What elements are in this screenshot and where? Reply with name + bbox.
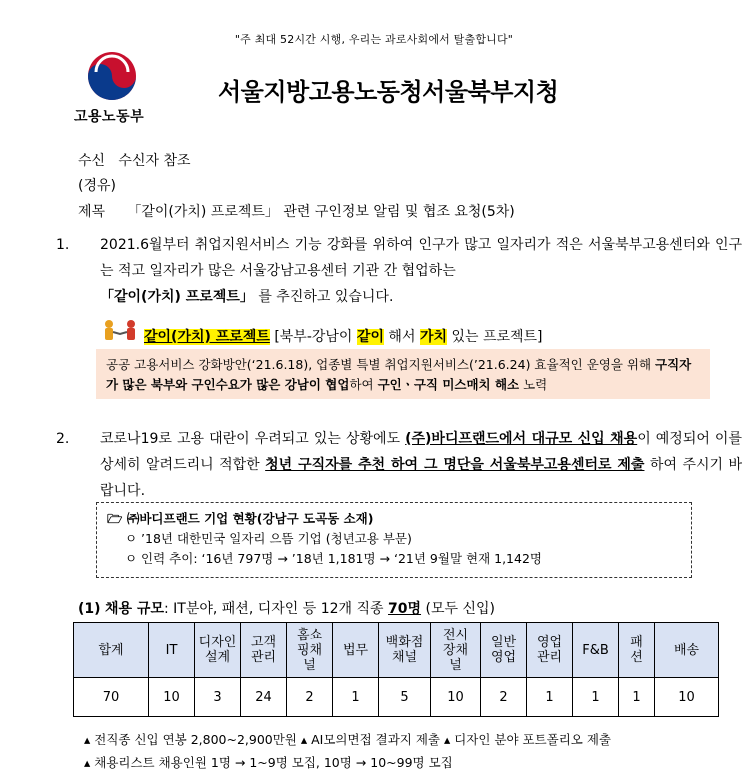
subject-value: 「같이(가치) 프로젝트」 관련 구인정보 알림 및 협조 요청(5차) <box>127 204 515 220</box>
project-box-text-3: 노력 <box>519 377 548 392</box>
org-name: 서울지방고용노동청서울북부지청 <box>218 78 559 106</box>
table-cell: 1 <box>527 678 573 717</box>
table-cell: 70 <box>74 678 149 717</box>
taegeuk-logo-icon <box>86 50 138 102</box>
table-cell: 24 <box>241 678 287 717</box>
paragraph-1-project-name: 「같이(가치) 프로젝트」 <box>100 289 254 305</box>
subject-row <box>78 201 515 221</box>
recruit-number: (1) <box>78 601 101 617</box>
recruit-text: : IT분야, 패션, 디자인 등 12개 직종 <box>163 601 389 617</box>
recipient-row <box>78 150 191 170</box>
table-header-cell: 디자인 설계 <box>195 623 241 678</box>
table-cell: 1 <box>573 678 619 717</box>
paragraph-2-text: 코로나19로 고용 대란이 우려되고 있는 상황에도 <box>100 431 406 447</box>
recruit-text-2: (모두 신입) <box>421 601 495 617</box>
table-header-cell: 영업 관리 <box>527 623 573 678</box>
paragraph-1 <box>56 232 742 310</box>
paragraph-1-text: 2021.6월부터 취업지원서비스 기능 강화를 위하여 인구가 많고 일자리가 적은 서울북부고용센터와 인구는 적고 일자리가 많은 서울강남고용센터 기관 간 협업하는 <box>100 237 742 279</box>
project-summary-box <box>96 349 710 399</box>
table-header-cell: 패 션 <box>619 623 655 678</box>
recipient-value: 수신자 참조 <box>118 153 191 169</box>
table-header-cell: 고객 관리 <box>241 623 287 678</box>
table-header-cell: F&B <box>573 623 619 678</box>
paragraph-2-underlined-2: 청년 구직자를 추천 하여 그 명단을 서울북부고용센터로 제출 <box>265 457 645 473</box>
table-header-cell: 배송 <box>655 623 719 678</box>
table-cell: 10 <box>655 678 719 717</box>
project-line <box>144 326 543 346</box>
logo-text: 고용노동부 <box>74 109 145 125</box>
project-box-bold-2: 구인ㆍ구직 미스매치 해소 <box>377 377 520 392</box>
paragraph-1-number: 1. <box>56 237 70 253</box>
table-header-cell: 일반 영업 <box>481 623 527 678</box>
table-header-cell: 법무 <box>333 623 379 678</box>
paragraph-2-text-2: 이 예정되어 이를 상세히 알려드리니 적합한 <box>100 431 742 473</box>
recruit-label: 채용 규모 <box>105 601 164 617</box>
table-header-cell: IT <box>149 623 195 678</box>
via-row: (경유) <box>78 178 116 194</box>
motto: "주 최대 52시간 시행, 우리는 과로사회에서 탈출합니다" <box>234 33 514 46</box>
table-cell: 10 <box>149 678 195 717</box>
project-highlight-value: 가치 <box>419 329 447 345</box>
table-header-cell: 합계 <box>74 623 149 678</box>
table-header-cell: 전시 장채 널 <box>431 623 481 678</box>
project-highlight-together: 같이 <box>356 329 384 345</box>
table-row <box>74 678 719 717</box>
company-info-title: 🗁 ㈜바디프랜드 기업 현황(강남구 도곡동 소재) <box>107 511 374 526</box>
project-desc-a: [북부-강남이 <box>269 329 357 345</box>
paragraph-1-text-end: 를 추진하고 있습니다. <box>253 289 394 305</box>
table-header-row <box>74 623 719 678</box>
company-info-item: ㅇ 인력 추이: ‘16년 797명 → ’18년 1,181명 → ‘21년 9월말 현재 1,142명 <box>125 551 542 566</box>
table-cell: 1 <box>333 678 379 717</box>
company-info-item: ㅇ ’18년 대한민국 일자리 으뜸 기업 (청년고용 부문) <box>125 531 412 546</box>
handshake-people-icon <box>102 319 138 343</box>
paragraph-2 <box>56 426 742 504</box>
project-desc-b: 해서 <box>383 329 420 345</box>
recruit-count: 70명 <box>388 601 422 617</box>
table-header-cell: 백화점 채널 <box>379 623 431 678</box>
table-header-cell: 홈쇼 핑채 널 <box>287 623 333 678</box>
company-info-box <box>96 502 692 578</box>
table-cell: 1 <box>619 678 655 717</box>
table-cell: 2 <box>287 678 333 717</box>
project-desc-c: 있는 프로젝트] <box>447 329 543 345</box>
note-line: ▴ 전직종 신입 연봉 2,800~2,900만원 ▴ AI모의면접 결과지 제출 ▴ 디자인 분야 포트폴리오 제출 <box>84 732 612 747</box>
table-cell: 3 <box>195 678 241 717</box>
recruit-table <box>73 622 719 717</box>
paragraph-2-underlined-1: (주)바디프랜드에서 대규모 신입 채용 <box>405 431 638 447</box>
subject-label: 제목 <box>78 204 106 220</box>
paragraph-2-text-3: 하여 주시기 바랍니다. <box>100 457 742 499</box>
table-cell: 2 <box>481 678 527 717</box>
project-title: 같이(가치) 프로젝트 <box>144 329 270 345</box>
project-box-text: 공공 고용서비스 강화방안(‘21.6.18), 업종별 특별 취업지원서비스(’21.6.24) 효율적인 운영을 위해 <box>106 357 656 372</box>
paragraph-2-number: 2. <box>56 431 70 447</box>
recruit-summary <box>78 598 495 618</box>
project-box-text-2: 하여 <box>349 377 378 392</box>
table-cell: 5 <box>379 678 431 717</box>
note-line: ▴ 채용리스트 채용인원 1명 → 1~9명 모집, 10명 → 10~99명 모집 <box>84 755 453 770</box>
table-cell: 10 <box>431 678 481 717</box>
project-box-bold-1: 구직자가 많은 북부와 구인수요가 많은 강남이 협업 <box>106 357 692 392</box>
recipient-label: 수신 <box>78 153 106 169</box>
